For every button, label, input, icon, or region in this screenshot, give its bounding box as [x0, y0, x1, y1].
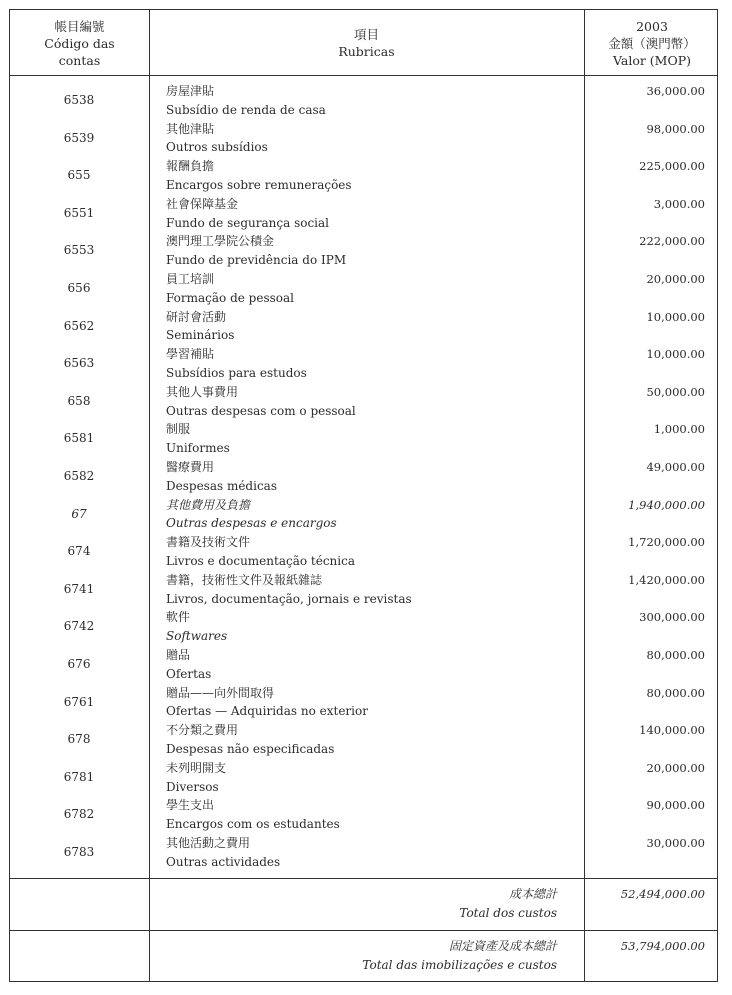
row-label-pt: Outras despesas com o pessoal [166, 403, 356, 418]
row-value: 225,000.00 [639, 159, 705, 174]
header-year: 2003 [636, 19, 668, 34]
row-value: 1,940,000.00 [628, 497, 705, 512]
row-label-pt: Livros e documentação técnica [166, 553, 355, 568]
total-assets-costs-pt: Total das imobilizações e custos [362, 958, 557, 972]
row-label-pt: Seminários [166, 328, 235, 343]
row-code: 6539 [63, 130, 95, 145]
row-label-pt: Outros subsídios [166, 140, 268, 155]
row-code: 6783 [63, 845, 95, 859]
row-label-zh: 不分類之費用 [166, 723, 239, 738]
row-code: 6761 [63, 694, 95, 709]
table-row [10, 232, 717, 270]
table-row [10, 646, 717, 684]
header-item-pt: Rubricas [338, 44, 395, 59]
table-row [10, 157, 717, 195]
row-code: 656 [67, 281, 91, 295]
row-label-pt: Uniformes [166, 441, 230, 456]
table-row [10, 270, 717, 308]
row-code: 678 [67, 732, 91, 747]
row-label-pt: Diversos [166, 779, 219, 794]
table-row [10, 684, 717, 722]
budget-table [9, 9, 718, 982]
table-row [10, 308, 717, 346]
table-row [10, 834, 717, 872]
row-label-zh: 其他活動之費用 [166, 836, 251, 850]
row-value: 20,000.00 [646, 760, 705, 775]
row-code: 6581 [63, 431, 95, 446]
row-label-pt: Subsídio de renda de casa [166, 102, 326, 117]
table-row [10, 82, 717, 120]
row-code: 6741 [63, 581, 95, 596]
row-value: 1,420,000.00 [628, 572, 705, 587]
table-row [10, 420, 717, 458]
row-label-zh: 報酬負擔 [166, 159, 215, 174]
row-code: 6781 [63, 769, 95, 784]
row-value: 80,000.00 [646, 685, 705, 700]
row-value: 49,000.00 [646, 460, 705, 474]
row-code: 674 [67, 544, 91, 559]
header-code-pt2: contas [58, 53, 101, 68]
row-value: 140,000.00 [639, 723, 705, 738]
header-value [585, 18, 719, 69]
row-label-pt: Encargos sobre remunerações [166, 177, 352, 192]
table-row [10, 721, 717, 759]
row-label-pt: Encargos com os estudantes [166, 817, 340, 832]
row-label-zh: 研討會活動 [166, 309, 227, 324]
row-code: 6582 [63, 469, 95, 483]
row-label-zh: 制服 [166, 422, 191, 437]
table-row [10, 383, 717, 421]
row-label-zh: 軟件 [166, 610, 191, 625]
row-code: 676 [67, 657, 91, 671]
row-value: 36,000.00 [646, 84, 705, 98]
row-label-pt: Outras actividades [166, 854, 281, 869]
table-row [10, 533, 717, 571]
row-value: 300,000.00 [639, 610, 705, 625]
total-costs-value: 52,494,000.00 [620, 887, 705, 901]
table-row [10, 120, 717, 158]
row-label-zh: 學生支出 [166, 798, 215, 813]
row-label-pt: Livros, documentação, jornais e revistas [166, 591, 412, 606]
header-code-zh: 帳目編號 [54, 19, 105, 34]
row-label-zh: 其他津貼 [166, 121, 215, 136]
row-value: 30,000.00 [646, 836, 705, 850]
row-code: 6563 [63, 356, 95, 371]
row-label-zh: 書籍，技術性文件及報紙雜誌 [166, 572, 323, 587]
row-label-zh: 員工培訓 [166, 272, 215, 286]
row-code: 6742 [63, 619, 95, 634]
row-label-pt: Despesas não especificadas [166, 741, 335, 756]
row-value: 222,000.00 [639, 234, 705, 249]
row-code: 6562 [63, 318, 95, 333]
header-divider [10, 75, 717, 76]
header-value-pt: Valor (MOP) [612, 53, 691, 68]
row-label-zh: 書籍及技術文件 [166, 535, 251, 550]
row-label-zh: 澳門理工學院公積金 [166, 234, 275, 249]
row-value: 98,000.00 [646, 121, 705, 136]
row-label-zh: 未列明開支 [166, 760, 227, 775]
row-label-pt: Ofertas — Adquiridas no exterior [166, 704, 368, 719]
row-code: 6538 [63, 93, 95, 107]
row-code: 67 [71, 506, 87, 521]
row-label-pt: Outras despesas e encargos [166, 516, 337, 531]
table-row [10, 571, 717, 609]
row-code: 6782 [63, 807, 95, 822]
header-item-zh: 項目 [353, 27, 379, 42]
row-label-pt: Fundo de segurança social [166, 215, 330, 230]
row-label-zh: 學習補貼 [166, 347, 215, 362]
row-label-zh: 社會保障基金 [166, 196, 239, 211]
row-label-pt: Subsídios para estudos [166, 365, 307, 380]
table-row [10, 195, 717, 233]
row-value: 1,000.00 [653, 422, 705, 437]
row-label-zh: 房屋津貼 [166, 84, 215, 98]
header-code [10, 18, 149, 69]
row-value: 3,000.00 [653, 196, 705, 211]
total-assets-costs [10, 931, 717, 982]
row-code: 6553 [63, 243, 95, 258]
row-value: 1,720,000.00 [628, 535, 705, 550]
table-row [10, 608, 717, 646]
row-code: 655 [67, 168, 91, 183]
row-label-pt: Fundo de previdência do IPM [166, 253, 347, 268]
row-label-pt: Despesas médicas [166, 478, 277, 493]
row-label-zh: 其他費用及負擔 [166, 497, 251, 512]
table-row [10, 458, 717, 496]
row-code: 658 [67, 393, 91, 408]
total-assets-costs-value: 53,794,000.00 [620, 939, 705, 953]
row-code: 6551 [63, 205, 95, 220]
header-item [149, 26, 584, 60]
row-label-zh: 贈品——向外間取得 [166, 685, 275, 700]
total-assets-costs-zh: 固定資產及成本總計 [448, 939, 557, 953]
row-value: 10,000.00 [646, 309, 705, 324]
header-code-pt: Código das [44, 36, 115, 51]
table-row [10, 496, 717, 534]
total-costs [10, 879, 717, 930]
row-label-pt: Ofertas [166, 666, 212, 681]
row-value: 90,000.00 [646, 798, 705, 813]
row-value: 20,000.00 [646, 272, 705, 286]
row-value: 50,000.00 [646, 384, 705, 399]
table-row [10, 759, 717, 797]
total-costs-zh: 成本總計 [508, 887, 557, 901]
table-row [10, 345, 717, 383]
row-label-pt: Softwares [166, 629, 228, 644]
row-label-zh: 其他人事費用 [166, 384, 239, 399]
header-value-zh: 金額（澳門幣） [608, 36, 696, 51]
row-label-zh: 醫療費用 [166, 460, 215, 474]
row-label-pt: Formação de pessoal [166, 290, 294, 305]
row-label-zh: 贈品 [166, 648, 191, 662]
row-value: 80,000.00 [646, 648, 705, 662]
row-value: 10,000.00 [646, 347, 705, 362]
total-costs-pt: Total dos custos [459, 906, 557, 920]
table-row [10, 796, 717, 834]
